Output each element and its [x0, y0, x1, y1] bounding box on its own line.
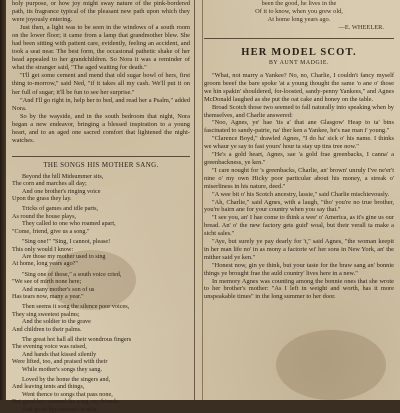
- left-story-text: [12, 0, 190, 145]
- poem-stanza: [12, 336, 190, 373]
- poem-line: Then seems it song the silence poor voices,: [22, 303, 130, 311]
- paragraph: "He's a gold heart, Agnes, sae 'a gold frae greenbacks, I canna' a greenbackness, ye ken.": [204, 151, 394, 166]
- poem-line: They called to one who roamed apart,: [22, 220, 116, 228]
- paragraph: So by the wayside, and in the south bedroom that night, Nora began a new endeavor, bringing a blessed inspiration to a young heart, and to an aged one sacred comfort that lightened the night-watches.: [12, 112, 190, 144]
- paragraph: "Honest now, gin ye think, but your taste for the braw sang an' bonnie things ye brought frae the auld country' lives here in a new.": [204, 261, 394, 277]
- poem-line: And the soldier to the grave: [22, 318, 91, 326]
- paragraph: "I'll get some cement and mend that old sugar bowl of hers, first thing to-morrow," said Ned, "if it takes all my cash. We'll put it on her full of sugar; it'll be fun to see her surprise.": [12, 72, 190, 96]
- poem-line: The corn and marches all day;: [12, 180, 87, 188]
- poem-line: Beyond the hill Midsummer sits,: [22, 172, 104, 180]
- poem-line: Has tears now, many a year.": [12, 292, 84, 300]
- right-column: [204, 0, 394, 400]
- paragraph: "Clarence Boyd," drawled Agnes, "I do ha' sick o' his name. I thinks we whaur ye say to fast yours' hour ta stay up tins tree now.": [204, 135, 394, 151]
- poem-title: THE SONGS HIS MOTHER SANG.: [12, 156, 190, 169]
- poem-line: At home, long years ago?": [12, 260, 78, 268]
- paragraph: "Aye, but surely ye pay dearly for 't," said Agnes, "the woman keepit in her man life no' in as mony a factorie wi' her sons in New York, an' the mither said ye ken.": [204, 238, 394, 261]
- poem-line: "Sing one of those," a south voice cried,: [22, 270, 122, 278]
- poem-line: And hands that kissed silently: [22, 350, 97, 358]
- paragraph: Just then, a light was to be seen in the windows of a south room on the lower floor; it came from a lamp that grandmother blew. She had been sitting with patient care, evidently, feeling an accident, and took a seat near. The best form, the occasional pathetic shake of her head appealed to her grandchildren. So Nora it was a reminder of what the stranger said, "The aged waiting for death.": [12, 24, 190, 72]
- left-column: [12, 0, 190, 413]
- poem-line: The great hot hall all their wondrous fingers: [22, 335, 132, 343]
- poem-line: "We see of mirth none here;: [12, 278, 82, 286]
- poem: [12, 173, 190, 413]
- story-byline: BY AUNT MADGIE.: [268, 60, 330, 66]
- story-title: HER MODEL SCOT.: [204, 38, 394, 58]
- poem-ending: [204, 0, 394, 32]
- paragraph: "I care nought for 's greenbacks, Charlie, an' brown' unruly I've ne'er't nine o' my own Hicky poor particular about his money, a streak o' miserliness in his nature, deed.": [204, 166, 394, 190]
- poem-stanza: [12, 173, 190, 203]
- paragraph: Broad Scotch those two seemed to fall naturally into speaking when by themselves, and Charlie answered:: [204, 103, 394, 119]
- poem-line: Loved by the home the singers and,: [22, 376, 111, 383]
- paragraph: In memory Agnes was counting among the bonnie ones that she wrote to her brother's mother: "As I left in weight and worth, has it more unspeakable times" in the long summer to her door.: [204, 277, 394, 301]
- poem-line: At home long years ago.: [267, 16, 331, 23]
- paragraph: "Noo, Agnes, ye' hae 'tis a' that ane Glasgow' Heap to ta' bins fascinated to sandy-pairie, na' ther ken a Yankee, he's nae man i' young.": [204, 119, 394, 135]
- column-divider: [194, 0, 195, 400]
- poem-stanza: [12, 271, 190, 301]
- poem-line: Tricks of games and idle parts,: [22, 205, 99, 213]
- newspaper-page: [6, 0, 400, 413]
- poem-stanza: [12, 205, 190, 235]
- poem-stanza: [12, 303, 190, 333]
- poem-stanza: [12, 376, 190, 413]
- story-text: [204, 72, 394, 301]
- poem-line: This only would I know:: [12, 245, 74, 253]
- paragraph: "What, not marry a Yankee? No, no, Charlie, I couldn't fancy myself groom beeef the bare spoke 'at a young thought the same 'o ane o' those we hin spakin' shouldered, for-loosted, sandy-penny Yankees," and Agnes McDonald laughed as she put the oat cake and honey on the table.: [204, 72, 394, 103]
- poem-line: And leaving tents and things,: [12, 383, 85, 391]
- poem-line: As round the house plays,: [12, 212, 77, 220]
- poem-line: been the good, he lives in the: [261, 0, 337, 7]
- poem-line: And children to their palms.: [12, 325, 82, 333]
- poem-line: Of it to know, when you grew old,: [255, 8, 343, 15]
- poem-line: And one brother's ringing voice: [22, 187, 101, 195]
- poem-line: And many mother's son of us: [22, 285, 95, 293]
- poem-line: Upon the grass they lay.: [12, 195, 72, 203]
- poem-line: Were lifted, too, and praised with their: [12, 358, 108, 366]
- paragraph: "I see you, an' I hae come to think a wee' o' America, as it's gine us our bread. An' o' the new factory gets guid' woal, but their verall ta make a sicht sales.": [204, 214, 394, 238]
- poem-line: Are those my mother used to sing: [22, 252, 106, 260]
- poem-line: The evening voice was raised,: [12, 343, 87, 351]
- poem-signature: —E. WHEELER.: [338, 24, 384, 31]
- poem-line: They sing sweetest psalms;: [12, 310, 80, 318]
- poem-line: While mother's songs they sang.: [22, 365, 102, 373]
- poem-line: "Come, friend, give us a song.": [12, 227, 90, 235]
- poem-line: "Sing one!" "Sing, I cannot, please!: [22, 238, 111, 246]
- poem-stanza: [12, 238, 190, 268]
- poem-line: But good-bye seemed the song, my friends;: [12, 398, 120, 406]
- paragraph: "And I'll go right in, help her to bed, and read her a Psalm," added Nora.: [12, 96, 190, 112]
- paragraph: holy purpose, or how joy might sway nature of the pink-bordered path, its fragrance typical of the pleasant new path upon which they were joyously entering.: [12, 0, 190, 24]
- poem-line: And good-bye seemed so near.: [22, 405, 99, 413]
- poem-line: Went thence to songs that pass none,: [22, 390, 113, 398]
- paragraph: "A wee bit o' his Scotch ancestry, lassie," said Charlie mischievously.: [212, 190, 390, 198]
- paragraph: "Ah, Charlie," said Agnes, with a laugh, "tho' you're no true brother, you're bairn ane for your country when you say that.": [204, 198, 394, 214]
